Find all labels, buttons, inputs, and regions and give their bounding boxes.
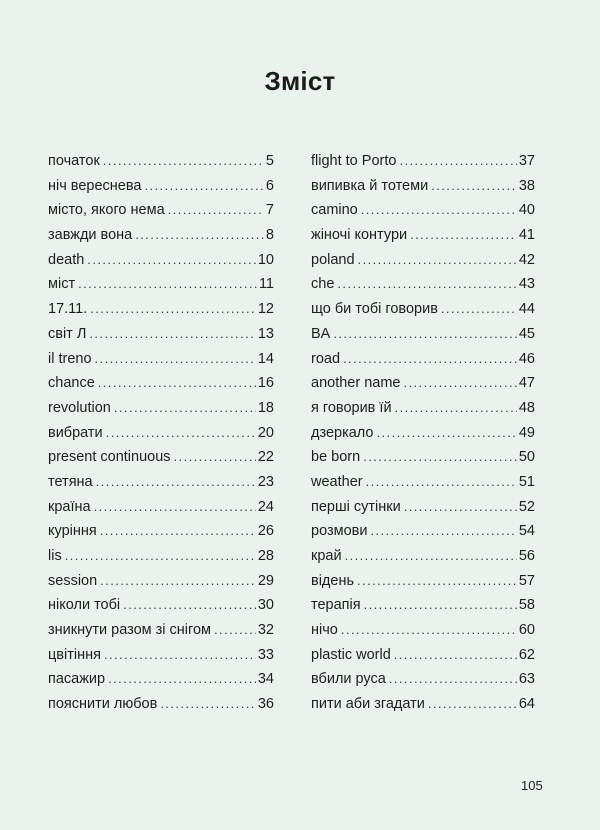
toc-entry-title: світ Л xyxy=(48,325,87,342)
toc-entry-page: 48 xyxy=(518,399,535,416)
toc-entry-page: 41 xyxy=(518,227,535,244)
toc-entry xyxy=(311,619,535,644)
toc-entry-page: 5 xyxy=(265,153,274,169)
toc-leader-dots xyxy=(394,644,517,666)
toc-entry-page: 26 xyxy=(257,523,274,540)
toc-entry-title: che xyxy=(311,276,335,293)
toc-entry-page: 29 xyxy=(257,572,274,589)
toc-entry xyxy=(311,348,535,373)
toc-entry xyxy=(48,175,274,200)
toc-entry xyxy=(311,520,535,545)
toc-entry-title: another name xyxy=(311,375,401,392)
toc-entry xyxy=(48,446,274,471)
toc-entry-title: flight to Porto xyxy=(311,153,397,169)
toc-entry-page: 45 xyxy=(518,325,535,342)
toc-column-right xyxy=(311,150,535,718)
toc-entry-title: цвітіння xyxy=(48,646,101,663)
toc-leader-dots xyxy=(174,446,256,468)
toc-entry-title: початок xyxy=(48,153,100,169)
toc-leader-dots xyxy=(65,545,256,567)
toc-entry-title: be born xyxy=(311,449,361,466)
toc-entry-title: session xyxy=(48,572,98,589)
toc-entry-title: край xyxy=(311,548,342,564)
toc-entry-title: present continuous xyxy=(48,449,171,466)
toc-entry-title: weather xyxy=(311,473,363,490)
toc-entry-title: ніколи тобі xyxy=(48,597,121,614)
toc-leader-dots xyxy=(341,619,517,641)
toc-entry-title: вибрати xyxy=(48,424,103,441)
toc-entry-title: терапія xyxy=(311,597,361,614)
toc-entry-page: 56 xyxy=(518,548,535,564)
toc-leader-dots xyxy=(333,323,517,345)
toc-leader-dots xyxy=(361,199,517,221)
toc-entry-title: нічо xyxy=(311,622,338,639)
toc-entry xyxy=(48,372,274,397)
toc-entry-title: країна xyxy=(48,498,91,515)
toc-leader-dots xyxy=(108,668,256,690)
toc-entry-page: 52 xyxy=(518,498,535,515)
toc-leader-dots xyxy=(404,496,517,518)
toc-entry-title: міст xyxy=(48,276,76,293)
toc-entry-title: plastic world xyxy=(311,646,391,663)
toc-entry-page: 62 xyxy=(518,646,535,663)
toc-entry-title: відень xyxy=(311,572,355,589)
toc-entry xyxy=(48,323,274,348)
toc-entry-title: розмови xyxy=(311,523,368,540)
toc-entry-title: перші сутінки xyxy=(311,498,401,515)
toc-entry-page: 37 xyxy=(518,153,535,169)
toc-entry-page: 63 xyxy=(518,671,535,688)
toc-entry-page: 33 xyxy=(257,646,274,663)
toc-leader-dots xyxy=(100,570,256,592)
toc-entry-title: death xyxy=(48,251,85,268)
toc-entry-page: 10 xyxy=(257,251,274,268)
toc-entry xyxy=(48,644,274,669)
toc-entry-title: il treno xyxy=(48,350,92,367)
toc-column-left xyxy=(48,150,274,718)
toc-leader-dots xyxy=(90,298,256,320)
toc-entry-page: 38 xyxy=(518,177,535,194)
toc-entry-page: 32 xyxy=(257,622,274,639)
toc-entry xyxy=(311,570,535,595)
toc-entry-title: дзеркало xyxy=(311,424,374,441)
toc-entry-page: 8 xyxy=(265,227,274,244)
toc-entry xyxy=(48,471,274,496)
toc-leader-dots xyxy=(441,298,517,320)
toc-entry xyxy=(311,273,535,298)
toc-leader-dots xyxy=(100,520,256,542)
toc-leader-dots xyxy=(363,446,517,468)
toc-entry-title: завжди вона xyxy=(48,227,133,244)
toc-leader-dots xyxy=(114,397,256,419)
toc-leader-dots xyxy=(428,693,517,715)
toc-leader-dots xyxy=(94,496,256,518)
toc-leader-dots xyxy=(95,348,256,370)
toc-entry xyxy=(311,668,535,693)
toc-entry xyxy=(311,199,535,224)
toc-entry xyxy=(48,348,274,373)
toc-entry-title: пити аби згадати xyxy=(311,696,425,713)
toc-leader-dots xyxy=(123,594,256,616)
toc-leader-dots xyxy=(104,644,256,666)
toc-leader-dots xyxy=(144,175,263,197)
toc-leader-dots xyxy=(78,273,257,295)
toc-leader-dots xyxy=(399,150,516,172)
toc-entry xyxy=(311,298,535,323)
toc-entry-page: 7 xyxy=(265,202,274,219)
toc-entry-page: 6 xyxy=(265,177,274,194)
toc-leader-dots xyxy=(103,150,264,172)
toc-entry-page: 42 xyxy=(518,251,535,268)
toc-entry-page: 28 xyxy=(257,548,274,564)
toc-entry xyxy=(48,422,274,447)
toc-entry-page: 36 xyxy=(257,696,274,713)
toc-entry-page: 16 xyxy=(257,375,274,392)
toc-entry xyxy=(311,397,535,422)
toc-entry xyxy=(48,545,274,570)
toc-entry-title: місто, якого нема xyxy=(48,202,165,219)
page-title: Зміст xyxy=(264,66,336,96)
toc-entry xyxy=(48,298,274,323)
toc-leader-dots xyxy=(358,249,517,271)
toc-entry-page: 43 xyxy=(518,276,535,293)
toc-leader-dots xyxy=(343,348,517,370)
toc-entry-page: 44 xyxy=(518,301,535,318)
toc-entry-title: road xyxy=(311,350,341,367)
toc-entry xyxy=(48,273,274,298)
toc-entry xyxy=(48,199,274,224)
toc-leader-dots xyxy=(403,372,516,394)
toc-leader-dots xyxy=(96,471,256,493)
toc-leader-dots xyxy=(98,372,256,394)
toc-leader-dots xyxy=(89,323,255,345)
toc-entry xyxy=(48,496,274,521)
toc-leader-dots xyxy=(87,249,256,271)
toc-entry xyxy=(48,249,274,274)
toc-entry xyxy=(311,644,535,669)
toc-entry-page: 11 xyxy=(258,276,274,293)
page-number: 105 xyxy=(521,778,543,793)
toc-entry-page: 46 xyxy=(518,350,535,367)
toc-entry-page: 23 xyxy=(257,473,274,490)
toc-entry xyxy=(311,249,535,274)
toc-entry xyxy=(48,520,274,545)
toc-entry-page: 54 xyxy=(518,523,535,540)
toc-entry-page: 22 xyxy=(257,449,274,466)
toc-entry-page: 64 xyxy=(518,696,535,713)
toc-entry-page: 40 xyxy=(518,202,535,219)
toc-entry-title: camino xyxy=(311,202,358,219)
toc-leader-dots xyxy=(377,422,517,444)
toc-leader-dots xyxy=(214,619,256,641)
toc-leader-dots xyxy=(366,471,517,493)
toc-entry xyxy=(48,619,274,644)
toc-entry-page: 30 xyxy=(257,597,274,614)
toc-leader-dots xyxy=(364,594,517,616)
toc-leader-dots xyxy=(370,520,516,542)
toc-leader-dots xyxy=(345,545,517,567)
toc-entry xyxy=(48,224,274,249)
toc-leader-dots xyxy=(168,199,264,221)
toc-entry xyxy=(48,570,274,595)
toc-entry xyxy=(311,323,535,348)
toc-entry xyxy=(311,693,535,718)
toc-entry xyxy=(311,545,535,570)
toc-entry xyxy=(48,594,274,619)
toc-entry-title: poland xyxy=(311,251,355,268)
toc-entry-title: chance xyxy=(48,375,95,392)
toc-leader-dots xyxy=(431,175,517,197)
toc-leader-dots xyxy=(135,224,264,246)
toc-entry-title: BA xyxy=(311,325,331,342)
toc-entry xyxy=(311,224,535,249)
toc-leader-dots xyxy=(410,224,517,246)
toc-entry-page: 60 xyxy=(518,622,535,639)
toc-leader-dots xyxy=(395,397,517,419)
toc-entry-page: 13 xyxy=(257,325,274,342)
toc-entry xyxy=(311,496,535,521)
toc-entry-title: ніч вереснева xyxy=(48,177,142,194)
toc-entry xyxy=(48,397,274,422)
toc-entry xyxy=(311,175,535,200)
toc-entry-page: 24 xyxy=(257,498,274,515)
toc-entry-title: пасажир xyxy=(48,671,106,688)
toc-entry xyxy=(48,693,274,718)
toc-entry-page: 18 xyxy=(257,399,274,416)
toc-entry-page: 51 xyxy=(518,473,535,490)
toc-entry-page: 34 xyxy=(257,671,274,688)
toc-entry xyxy=(311,446,535,471)
toc-entry-title: revolution xyxy=(48,399,111,416)
toc-entry-title: пояснити любов xyxy=(48,696,158,713)
toc-entry-title: жіночі контури xyxy=(311,227,408,244)
toc-leader-dots xyxy=(160,693,256,715)
toc-entry-page: 47 xyxy=(518,375,535,392)
toc-entry xyxy=(311,150,535,175)
toc-entry-title: зникнути разом зі снігом xyxy=(48,622,212,639)
toc-entry-page: 57 xyxy=(518,572,535,589)
toc-leader-dots xyxy=(357,570,517,592)
toc-entry-title: lis xyxy=(48,548,62,564)
toc-entry-page: 49 xyxy=(518,424,535,441)
toc-entry-title: куріння xyxy=(48,523,97,540)
toc-entry xyxy=(311,471,535,496)
toc-entry-page: 58 xyxy=(518,597,535,614)
toc-entry-title: випивка й тотеми xyxy=(311,177,429,194)
toc-entry-page: 50 xyxy=(518,449,535,466)
toc-entry-page: 12 xyxy=(257,301,274,318)
toc-entry xyxy=(311,594,535,619)
toc-entry xyxy=(311,372,535,397)
toc-entry xyxy=(48,668,274,693)
toc-entry xyxy=(48,150,274,175)
toc-entry-page: 20 xyxy=(257,424,274,441)
toc-entry-title: вбили руса xyxy=(311,671,386,688)
toc-leader-dots xyxy=(337,273,516,295)
toc-leader-dots xyxy=(389,668,517,690)
toc-entry-title: тетяна xyxy=(48,473,93,490)
toc-entry-title: 17.11. xyxy=(48,301,88,318)
toc-entry xyxy=(311,422,535,447)
toc-entry-title: що би тобі говорив xyxy=(311,301,438,318)
toc-entry-title: я говорив їй xyxy=(311,399,392,416)
toc-leader-dots xyxy=(106,422,256,444)
toc-entry-page: 14 xyxy=(257,350,274,367)
